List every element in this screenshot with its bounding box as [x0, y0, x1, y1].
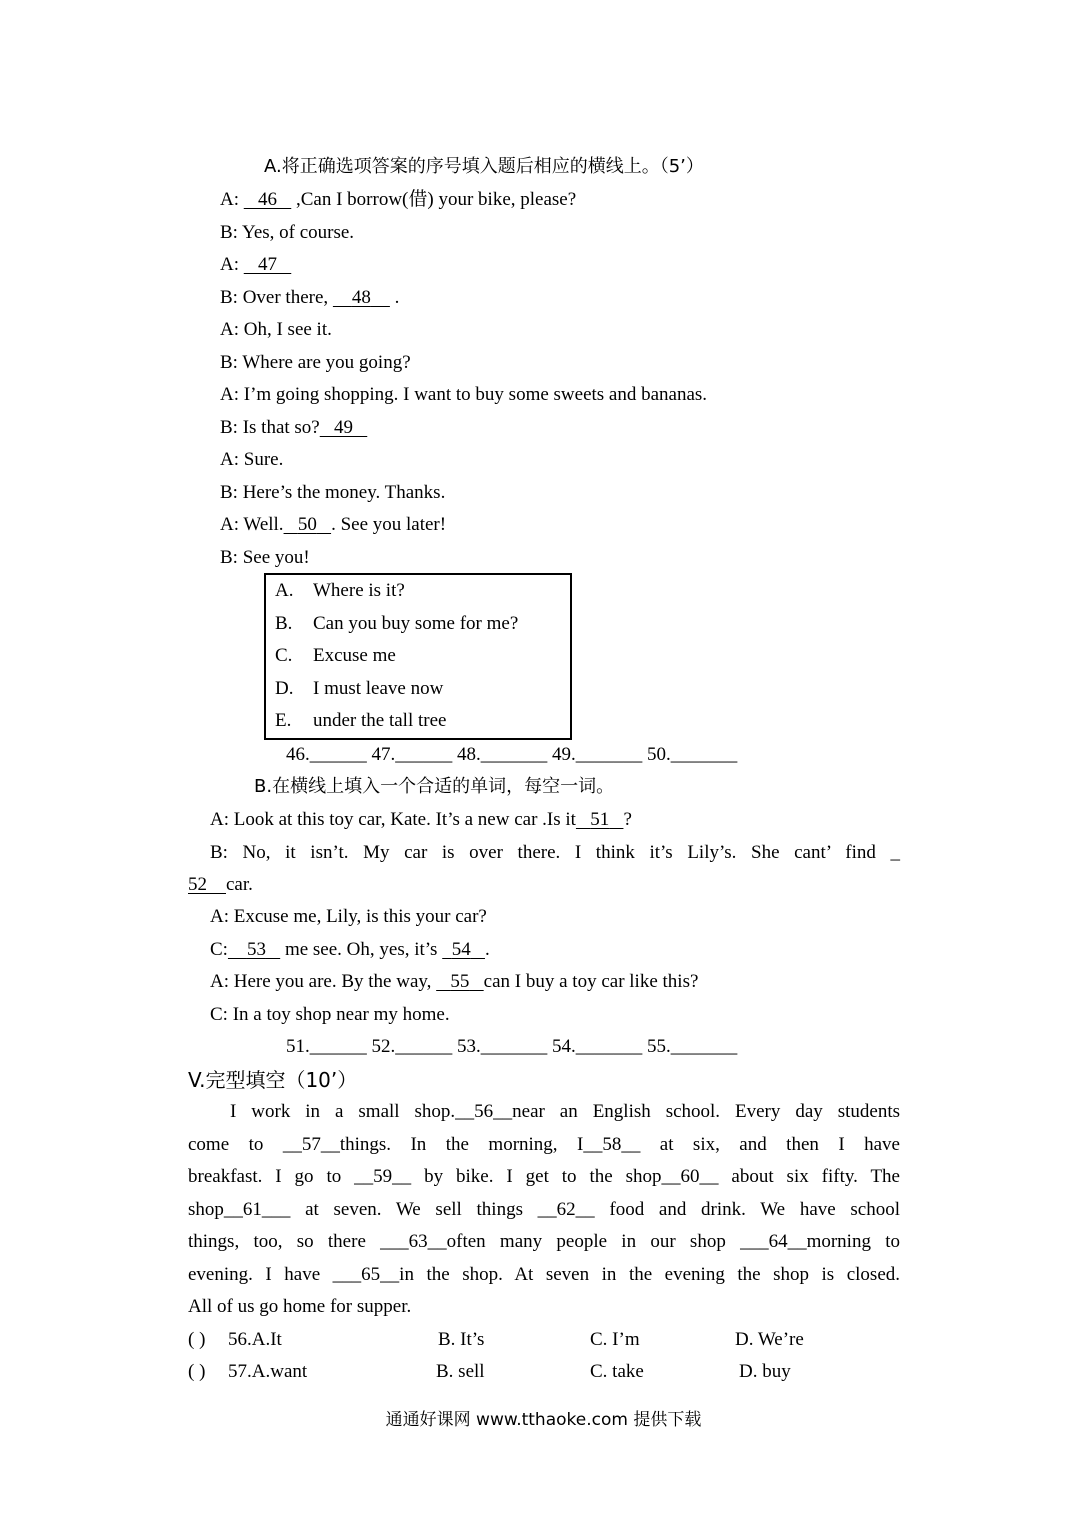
dialogue-line-7: A: I’m going shopping. I want to buy some sweets and bananas. — [220, 384, 708, 405]
dialogue-line-1: A: 46 ,Can I borrow(借) your bike, please? — [220, 189, 577, 210]
option-a: A. Where is it? — [275, 580, 405, 601]
question-57-option-a: 57.A.want — [228, 1361, 308, 1382]
cloze-line-2: come to __57__things. In the morning, I__58__ at six, and then I have — [188, 1134, 900, 1155]
question-56-option-c: C. I’m — [590, 1329, 640, 1350]
dialogue-line-5: A: Oh, I see it. — [220, 319, 332, 340]
dialogue-line-4: B: Over there, 48 . — [220, 287, 400, 308]
dialogue-line-2: B: Yes, of course. — [220, 222, 355, 243]
cloze-line-1: I work in a small shop.__56__near an English school. Every day students — [230, 1101, 900, 1122]
question-56-paren: ( ) — [188, 1329, 206, 1350]
cloze-line-7: All of us go home for supper. — [188, 1296, 412, 1317]
option-c: C. Excuse me — [275, 645, 396, 666]
part-b-line-6: C: In a toy shop near my home. — [210, 1004, 450, 1025]
part-b-line-1: A: Look at this toy car, Kate. It’s a new car .Is it 51 ? — [210, 809, 632, 830]
page-footer: 通通好课网 www.tthaoke.com 提供下载 — [385, 1410, 702, 1430]
question-57-option-b: B. sell — [436, 1361, 485, 1382]
dialogue-line-10: B: Here’s the money. Thanks. — [220, 482, 446, 503]
dialogue-line-11: A: Well. 50 . See you later! — [220, 514, 447, 535]
part-b-line-5: A: Here you are. By the way, 55 can I buy a toy car like this? — [210, 971, 699, 992]
part-a-instruction: A.将正确选项答案的序号填入题后相应的横线上。（5’） — [264, 156, 704, 177]
part-b-line-2b: 52 car. — [188, 874, 253, 895]
part-b-line-2: B: No, it isn’t. My car is over there. I think it’s Lily’s. She cant’ find _ — [210, 842, 900, 863]
part-b-line-4: C: 53 me see. Oh, yes, it’s 54 . — [210, 939, 490, 960]
dialogue-line-8: B: Is that so? 49 — [220, 417, 353, 438]
part-v-heading: V.完型填空（10’） — [188, 1068, 358, 1092]
dialogue-line-9: A: Sure. — [220, 449, 284, 470]
part-b-answer-line: 51.______ 52.______ 53._______ 54._______ 55._______ — [286, 1036, 738, 1057]
option-d: D. I must leave now — [275, 678, 444, 699]
cloze-line-3: breakfast. I go to __59__ by bike. I get to the shop__60__ about six fifty. The — [188, 1166, 900, 1187]
dialogue-line-6: B: Where are you going? — [220, 352, 411, 373]
question-57-option-d: D. buy — [739, 1361, 791, 1382]
cloze-line-6: evening. I have ___65__in the shop. At seven in the evening the shop is closed. — [188, 1264, 900, 1285]
part-b-instruction: B.在横线上填入一个合适的单词，每空一词。 — [254, 776, 615, 797]
question-56-option-d: D. We’re — [735, 1329, 804, 1350]
cloze-line-4: shop__61___ at seven. We sell things __62__ food and drink. We have school — [188, 1199, 900, 1220]
part-a-answer-line: 46.______ 47.______ 48._______ 49._______ 50._______ — [286, 744, 738, 765]
option-b: B. Can you buy some for me? — [275, 613, 519, 634]
question-56-option-a: 56.A.It — [228, 1329, 282, 1350]
question-56-option-b: B. It’s — [438, 1329, 485, 1350]
cloze-line-5: things, too, so there ___63__often many people in our shop ___64__morning to — [188, 1231, 900, 1252]
question-57-option-c: C. take — [590, 1361, 644, 1382]
dialogue-line-12: B: See you! — [220, 547, 310, 568]
dialogue-line-3: A: 47 — [220, 254, 277, 275]
question-57-paren: ( ) — [188, 1361, 206, 1382]
part-b-line-3: A: Excuse me, Lily, is this your car? — [210, 906, 487, 927]
option-e: E. under the tall tree — [275, 710, 447, 731]
